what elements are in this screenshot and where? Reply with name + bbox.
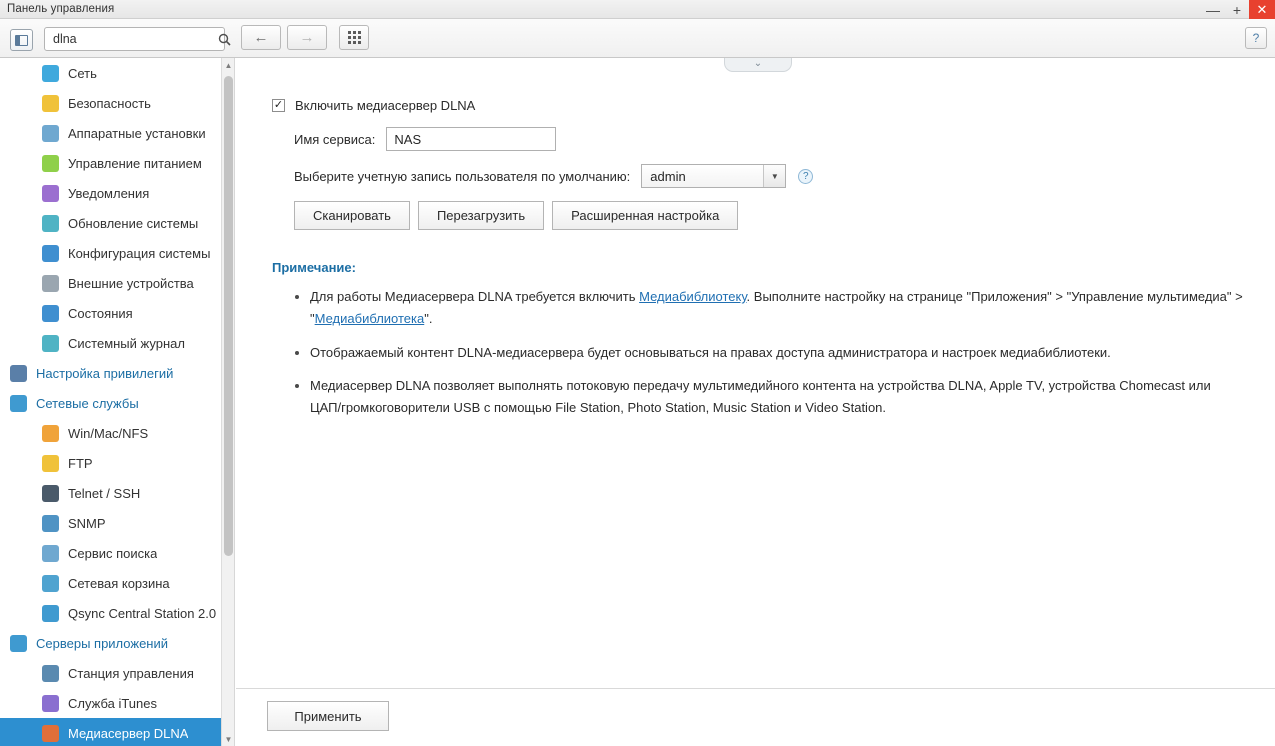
- service-name-input[interactable]: [386, 127, 556, 151]
- sidebar-item-icon: [42, 725, 59, 742]
- sidebar-item-17[interactable]: [0, 568, 234, 598]
- sidebar-item-icon: [42, 65, 59, 82]
- scroll-up-icon[interactable]: ▲: [224, 60, 233, 70]
- grid-icon: [348, 31, 361, 44]
- search-box[interactable]: [44, 27, 225, 51]
- panel-footer: [236, 688, 1275, 746]
- search-input[interactable]: [45, 32, 218, 46]
- minimize-button[interactable]: —: [1206, 1, 1220, 18]
- sidebar-item-label: Аппаратные установки: [68, 125, 206, 141]
- sidebar-item-icon: [42, 335, 59, 352]
- sidebar-item-12[interactable]: [0, 418, 234, 448]
- panel-layout-icon: [15, 35, 28, 46]
- sidebar-item-icon: [42, 275, 59, 292]
- sidebar-item-label: Сервис поиска: [68, 545, 158, 561]
- sidebar-item-label: Qsync Central Station 2.0: [68, 605, 217, 621]
- sidebar-item-icon: [42, 575, 59, 592]
- sidebar-item-label: Состояния: [68, 305, 133, 321]
- sidebar-item-icon: [42, 215, 59, 232]
- enable-dlna-checkbox[interactable]: ✓: [273, 99, 284, 111]
- sidebar-item-icon: [42, 545, 59, 562]
- scan-button[interactable]: Сканировать: [294, 201, 410, 230]
- advanced-settings-button[interactable]: Расширенная настройка: [552, 201, 738, 230]
- sidebar-item-label: SNMP: [68, 515, 106, 531]
- sidebar-item-10[interactable]: [0, 358, 234, 388]
- restart-button[interactable]: Перезагрузить: [418, 201, 544, 230]
- sidebar-item-15[interactable]: [0, 508, 234, 538]
- sidebar-item-icon: [42, 455, 59, 472]
- sidebar-item-icon: [42, 155, 59, 172]
- note-item-0: • Для работы Медиасервера DLNA требуется включить Медиабиблиотеку. Выполните настройку на странице "Приложения" > "Управление мультимедиа" > "Медиабиблиотека".: [310, 286, 1245, 331]
- sidebar-item-label: Служба iTunes: [68, 695, 157, 711]
- sidebar-item-label: Управление питанием: [68, 155, 202, 171]
- panel-toggle-button[interactable]: [10, 29, 33, 51]
- sidebar-item-5[interactable]: [0, 208, 234, 238]
- collapse-tab-button[interactable]: ⌄: [724, 58, 792, 72]
- sidebar-item-11[interactable]: [0, 388, 234, 418]
- search-icon[interactable]: [218, 28, 231, 50]
- app-grid-button[interactable]: [339, 25, 369, 50]
- sidebar-item-label: Сетевая корзина: [68, 575, 170, 591]
- sidebar-item-icon: [42, 605, 59, 622]
- scrollbar-thumb[interactable]: [224, 76, 233, 556]
- sidebar-item-label: Win/Mac/NFS: [68, 425, 149, 441]
- help-button[interactable]: ?: [1245, 27, 1267, 49]
- sidebar-item-icon: [42, 125, 59, 142]
- sidebar-item-label: Безопасность: [68, 95, 151, 111]
- sidebar-item-18[interactable]: [0, 598, 234, 628]
- sidebar-item-21[interactable]: [0, 688, 234, 718]
- chevron-down-icon[interactable]: ▼: [763, 165, 785, 187]
- sidebar-item-label: Медиасервер DLNA: [68, 725, 189, 741]
- default-account-label: Выберите учетную запись пользователя по умолчанию:: [294, 168, 631, 184]
- sidebar-item-6[interactable]: [0, 238, 234, 268]
- sidebar-item-2[interactable]: [0, 118, 234, 148]
- sidebar-item-label: Конфигурация системы: [68, 245, 211, 261]
- sidebar-item-label: Telnet / SSH: [68, 485, 141, 501]
- note-item-2: • Медиасервер DLNA позволяет выполнять потоковую передачу мультимедийного контента на устройства DLNA, Apple TV, устройства Chomecast или ЦАП/громкоговорители USB с помощью File Station, Photo Station, Music Station и Video Station.: [310, 375, 1245, 420]
- sidebar-item-20[interactable]: [0, 658, 234, 688]
- note-link-0-1[interactable]: Медиабиблиотеку: [639, 289, 747, 304]
- sidebar-item-label: FTP: [68, 455, 93, 471]
- service-name-label: Имя сервиса:: [294, 131, 376, 147]
- sidebar-item-icon: [42, 485, 59, 502]
- sidebar-list: [0, 58, 234, 746]
- default-account-select[interactable]: [641, 164, 786, 188]
- sidebar-item-9[interactable]: [0, 328, 234, 358]
- back-button[interactable]: ←: [241, 25, 281, 50]
- sidebar-item-icon: [42, 425, 59, 442]
- dlna-settings-panel: [236, 72, 1275, 688]
- sidebar-item-13[interactable]: [0, 448, 234, 478]
- sidebar-item-icon: [10, 395, 27, 412]
- sidebar-item-4[interactable]: [0, 178, 234, 208]
- enable-dlna-row[interactable]: [272, 98, 1245, 113]
- sidebar-item-label: Серверы приложений: [36, 635, 168, 651]
- sidebar-item-icon: [42, 515, 59, 532]
- enable-dlna-label: Включить медиасервер DLNA: [295, 98, 476, 113]
- sidebar: [0, 58, 235, 746]
- forward-button[interactable]: →: [287, 25, 327, 50]
- note-title: Примечание:: [272, 260, 356, 275]
- sidebar-item-3[interactable]: [0, 148, 234, 178]
- window-controls: [1201, 0, 1275, 19]
- scroll-down-icon[interactable]: ▼: [224, 734, 233, 744]
- sidebar-scrollbar[interactable]: [221, 58, 234, 746]
- sidebar-item-1[interactable]: [0, 88, 234, 118]
- sidebar-item-icon: [42, 185, 59, 202]
- apply-button[interactable]: Применить: [267, 701, 389, 731]
- sidebar-item-icon: [10, 635, 27, 652]
- maximize-button[interactable]: +: [1232, 1, 1242, 18]
- sidebar-item-8[interactable]: [0, 298, 234, 328]
- service-name-row: [294, 127, 1245, 151]
- sidebar-item-icon: [42, 95, 59, 112]
- sidebar-item-22[interactable]: [0, 718, 234, 746]
- sidebar-item-icon: [10, 365, 27, 382]
- sidebar-item-16[interactable]: [0, 538, 234, 568]
- sidebar-item-label: Обновление системы: [68, 215, 199, 231]
- window-title: Панель управления: [7, 3, 115, 15]
- note-item-1: • Отображаемый контент DLNA-медиасервера будет основываться на правах доступа администратора и настроек медиабиблиотеки.: [310, 342, 1245, 364]
- sidebar-item-label: Системный журнал: [68, 335, 185, 351]
- close-button[interactable]: ✕: [1249, 0, 1275, 19]
- sidebar-item-7[interactable]: [0, 268, 234, 298]
- sidebar-item-19[interactable]: [0, 628, 234, 658]
- note-list: [272, 286, 1245, 420]
- sidebar-item-label: Настройка привилегий: [36, 365, 174, 381]
- sidebar-item-icon: [42, 305, 59, 322]
- default-account-value: admin: [650, 168, 686, 184]
- sidebar-item-icon: [42, 695, 59, 712]
- sidebar-item-label: Внешние устройства: [68, 275, 194, 291]
- sidebar-item-label: Сеть: [68, 65, 97, 81]
- sidebar-item-label: Уведомления: [68, 185, 150, 201]
- default-account-help-icon[interactable]: ?: [798, 169, 813, 184]
- action-button-row: [294, 201, 1245, 230]
- sidebar-item-14[interactable]: [0, 478, 234, 508]
- sidebar-item-icon: [42, 245, 59, 262]
- sidebar-item-label: Сетевые службы: [36, 395, 139, 411]
- sidebar-item-label: Станция управления: [68, 665, 194, 681]
- note-link-0-3[interactable]: Медиабиблиотека: [314, 311, 425, 327]
- window-titlebar: [0, 0, 1275, 19]
- content-area: [236, 58, 1275, 746]
- default-account-row: [294, 164, 1245, 188]
- sidebar-item-0[interactable]: [0, 58, 234, 88]
- sidebar-item-icon: [42, 665, 59, 682]
